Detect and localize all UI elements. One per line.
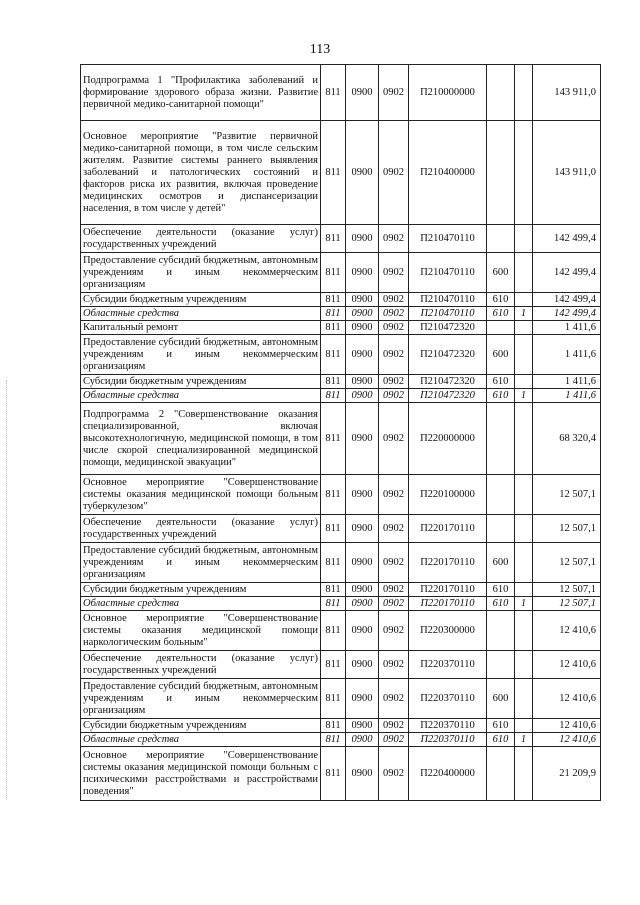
target-article-code-cell: П220300000: [409, 611, 487, 651]
table-row: [81, 121, 601, 225]
target-article-code-cell: П220400000: [409, 747, 487, 801]
table-row: [81, 733, 601, 747]
table-row: [81, 335, 601, 375]
section-code-cell: 0900: [346, 321, 379, 335]
admin-code-cell: 811: [321, 225, 346, 253]
section-code-cell: 0900: [346, 651, 379, 679]
amount-cell: 142 499,4: [533, 225, 601, 253]
section-code-cell: 0900: [346, 253, 379, 293]
item-name-cell: Субсидии бюджетным учреждениям: [81, 293, 321, 307]
subsection-code-cell: 0902: [379, 611, 409, 651]
subsection-code-cell: 0902: [379, 307, 409, 321]
admin-code-cell: 811: [321, 321, 346, 335]
section-code-cell: 0900: [346, 307, 379, 321]
table-row: [81, 65, 601, 121]
table-row: [81, 543, 601, 583]
subsection-code-cell: 0902: [379, 679, 409, 719]
target-article-code-cell: П220170110: [409, 583, 487, 597]
target-article-code-cell: П220000000: [409, 403, 487, 475]
amount-cell: 142 499,4: [533, 293, 601, 307]
admin-code-cell: 811: [321, 747, 346, 801]
item-name-cell: Основное мероприятие "Совершенствование системы оказания медицинской помощи наркологическим больным": [81, 611, 321, 651]
table-row: [81, 293, 601, 307]
expense-type-code-cell: [487, 747, 515, 801]
amount-cell: 142 499,4: [533, 307, 601, 321]
expense-type-code-cell: [487, 515, 515, 543]
expense-type-code-cell: 610: [487, 597, 515, 611]
table-row: [81, 611, 601, 651]
funding-source-code-cell: [515, 253, 533, 293]
table-row: [81, 597, 601, 611]
subsection-code-cell: 0902: [379, 65, 409, 121]
table-row: [81, 475, 601, 515]
expense-type-code-cell: 610: [487, 389, 515, 403]
item-name-cell: Предоставление субсидий бюджетным, автономным учреждениям и иным некоммерческим организациям: [81, 679, 321, 719]
item-name-cell: Областные средства: [81, 307, 321, 321]
section-code-cell: 0900: [346, 293, 379, 307]
section-code-cell: 0900: [346, 583, 379, 597]
expense-type-code-cell: 600: [487, 543, 515, 583]
expense-type-code-cell: [487, 225, 515, 253]
amount-cell: 12 410,6: [533, 733, 601, 747]
expense-type-code-cell: [487, 65, 515, 121]
item-name-cell: Предоставление субсидий бюджетным, автономным учреждениям и иным некоммерческим организациям: [81, 335, 321, 375]
amount-cell: 21 209,9: [533, 747, 601, 801]
item-name-cell: Обеспечение деятельности (оказание услуг) государственных учреждений: [81, 515, 321, 543]
expense-type-code-cell: 610: [487, 733, 515, 747]
funding-source-code-cell: [515, 121, 533, 225]
section-code-cell: 0900: [346, 121, 379, 225]
amount-cell: 12 507,1: [533, 475, 601, 515]
section-code-cell: 0900: [346, 597, 379, 611]
section-code-cell: 0900: [346, 389, 379, 403]
amount-cell: 142 499,4: [533, 253, 601, 293]
subsection-code-cell: 0902: [379, 543, 409, 583]
expense-type-code-cell: 600: [487, 253, 515, 293]
admin-code-cell: 811: [321, 121, 346, 225]
section-code-cell: 0900: [346, 225, 379, 253]
amount-cell: 12 410,6: [533, 719, 601, 733]
item-name-cell: Основное мероприятие "Совершенствование системы оказания медицинской помощи больным туберкулезом": [81, 475, 321, 515]
amount-cell: 12 507,1: [533, 597, 601, 611]
subsection-code-cell: 0902: [379, 733, 409, 747]
funding-source-code-cell: [515, 293, 533, 307]
subsection-code-cell: 0902: [379, 121, 409, 225]
amount-cell: 1 411,6: [533, 335, 601, 375]
funding-source-code-cell: [515, 225, 533, 253]
amount-cell: 12 410,6: [533, 679, 601, 719]
table-row: [81, 651, 601, 679]
expense-type-code-cell: [487, 651, 515, 679]
subsection-code-cell: 0902: [379, 403, 409, 475]
funding-source-code-cell: [515, 321, 533, 335]
funding-source-code-cell: [515, 475, 533, 515]
section-code-cell: 0900: [346, 747, 379, 801]
subsection-code-cell: 0902: [379, 335, 409, 375]
target-article-code-cell: П210000000: [409, 65, 487, 121]
admin-code-cell: 811: [321, 475, 346, 515]
section-code-cell: 0900: [346, 65, 379, 121]
subsection-code-cell: 0902: [379, 253, 409, 293]
target-article-code-cell: П220170110: [409, 515, 487, 543]
subsection-code-cell: 0902: [379, 225, 409, 253]
funding-source-code-cell: [515, 403, 533, 475]
amount-cell: 68 320,4: [533, 403, 601, 475]
target-article-code-cell: П210472320: [409, 321, 487, 335]
item-name-cell: Основное мероприятие "Совершенствование системы оказания медицинской помощи больным с психическими расстройствами и расстройствами поведения": [81, 747, 321, 801]
section-code-cell: 0900: [346, 475, 379, 515]
funding-source-code-cell: [515, 651, 533, 679]
budget-table: [80, 64, 601, 801]
table-row: [81, 389, 601, 403]
admin-code-cell: 811: [321, 293, 346, 307]
target-article-code-cell: П210470110: [409, 225, 487, 253]
subsection-code-cell: 0902: [379, 293, 409, 307]
item-name-cell: Обеспечение деятельности (оказание услуг) государственных учреждений: [81, 225, 321, 253]
expense-type-code-cell: [487, 121, 515, 225]
funding-source-code-cell: [515, 719, 533, 733]
target-article-code-cell: П210470110: [409, 307, 487, 321]
margin-scan-artifact: [6, 380, 9, 800]
item-name-cell: Предоставление субсидий бюджетным, автономным учреждениям и иным некоммерческим организациям: [81, 253, 321, 293]
funding-source-code-cell: [515, 335, 533, 375]
expense-type-code-cell: 610: [487, 719, 515, 733]
admin-code-cell: 811: [321, 583, 346, 597]
section-code-cell: 0900: [346, 611, 379, 651]
expense-type-code-cell: [487, 475, 515, 515]
admin-code-cell: 811: [321, 733, 346, 747]
item-name-cell: Субсидии бюджетным учреждениям: [81, 719, 321, 733]
target-article-code-cell: П220370110: [409, 733, 487, 747]
subsection-code-cell: 0902: [379, 583, 409, 597]
target-article-code-cell: П220370110: [409, 651, 487, 679]
expense-type-code-cell: 610: [487, 583, 515, 597]
item-name-cell: Капитальный ремонт: [81, 321, 321, 335]
subsection-code-cell: 0902: [379, 597, 409, 611]
admin-code-cell: 811: [321, 719, 346, 733]
section-code-cell: 0900: [346, 679, 379, 719]
table-row: [81, 321, 601, 335]
target-article-code-cell: П210470110: [409, 253, 487, 293]
target-article-code-cell: П220170110: [409, 597, 487, 611]
item-name-cell: Областные средства: [81, 733, 321, 747]
subsection-code-cell: 0902: [379, 515, 409, 543]
subsection-code-cell: 0902: [379, 375, 409, 389]
funding-source-code-cell: [515, 375, 533, 389]
target-article-code-cell: П210470110: [409, 293, 487, 307]
table-row: [81, 515, 601, 543]
target-article-code-cell: П220370110: [409, 679, 487, 719]
funding-source-code-cell: 1: [515, 597, 533, 611]
admin-code-cell: 811: [321, 543, 346, 583]
expense-type-code-cell: [487, 611, 515, 651]
target-article-code-cell: П210472320: [409, 375, 487, 389]
admin-code-cell: 811: [321, 389, 346, 403]
amount-cell: 1 411,6: [533, 375, 601, 389]
budget-table-body: [81, 65, 601, 801]
target-article-code-cell: П210472320: [409, 335, 487, 375]
funding-source-code-cell: [515, 679, 533, 719]
admin-code-cell: 811: [321, 611, 346, 651]
subsection-code-cell: 0902: [379, 651, 409, 679]
item-name-cell: Подпрограмма 2 "Совершенствование оказания специализированной, включая высокотехнологичную, медицинской помощи, в том числе скорой специализированной медицинской помощи, медицинской эвакуации": [81, 403, 321, 475]
table-row: [81, 403, 601, 475]
target-article-code-cell: П210400000: [409, 121, 487, 225]
admin-code-cell: 811: [321, 375, 346, 389]
target-article-code-cell: П220370110: [409, 719, 487, 733]
amount-cell: 12 507,1: [533, 543, 601, 583]
funding-source-code-cell: 1: [515, 389, 533, 403]
section-code-cell: 0900: [346, 375, 379, 389]
expense-type-code-cell: 610: [487, 293, 515, 307]
section-code-cell: 0900: [346, 403, 379, 475]
amount-cell: 12 410,6: [533, 651, 601, 679]
admin-code-cell: 811: [321, 651, 346, 679]
table-row: [81, 375, 601, 389]
table-row: [81, 719, 601, 733]
section-code-cell: 0900: [346, 335, 379, 375]
budget-table-container: [80, 64, 600, 801]
admin-code-cell: 811: [321, 403, 346, 475]
admin-code-cell: 811: [321, 679, 346, 719]
admin-code-cell: 811: [321, 335, 346, 375]
section-code-cell: 0900: [346, 515, 379, 543]
item-name-cell: Субсидии бюджетным учреждениям: [81, 375, 321, 389]
admin-code-cell: 811: [321, 307, 346, 321]
target-article-code-cell: П210472320: [409, 389, 487, 403]
subsection-code-cell: 0902: [379, 475, 409, 515]
amount-cell: 143 911,0: [533, 65, 601, 121]
amount-cell: 1 411,6: [533, 321, 601, 335]
admin-code-cell: 811: [321, 65, 346, 121]
table-row: [81, 253, 601, 293]
admin-code-cell: 811: [321, 597, 346, 611]
admin-code-cell: 811: [321, 253, 346, 293]
funding-source-code-cell: [515, 747, 533, 801]
expense-type-code-cell: 600: [487, 679, 515, 719]
amount-cell: 1 411,6: [533, 389, 601, 403]
item-name-cell: Субсидии бюджетным учреждениям: [81, 583, 321, 597]
amount-cell: 12 507,1: [533, 515, 601, 543]
funding-source-code-cell: [515, 65, 533, 121]
admin-code-cell: 811: [321, 515, 346, 543]
target-article-code-cell: П220100000: [409, 475, 487, 515]
funding-source-code-cell: [515, 543, 533, 583]
expense-type-code-cell: [487, 321, 515, 335]
item-name-cell: Обеспечение деятельности (оказание услуг) государственных учреждений: [81, 651, 321, 679]
subsection-code-cell: 0902: [379, 747, 409, 801]
page-number: 113: [309, 42, 331, 57]
funding-source-code-cell: [515, 611, 533, 651]
table-row: [81, 225, 601, 253]
amount-cell: 12 410,6: [533, 611, 601, 651]
table-row: [81, 583, 601, 597]
funding-source-code-cell: 1: [515, 733, 533, 747]
subsection-code-cell: 0902: [379, 321, 409, 335]
item-name-cell: Областные средства: [81, 389, 321, 403]
section-code-cell: 0900: [346, 733, 379, 747]
section-code-cell: 0900: [346, 543, 379, 583]
item-name-cell: Основное мероприятие "Развитие первичной медико-санитарной помощи, в том числе сельским жителям. Развитие системы раннего выявления заболеваний и патологических состояний и факторов риска их развития, включая проведение медицинских осмотров и диспансеризации населения, в том числе у детей": [81, 121, 321, 225]
item-name-cell: Подпрограмма 1 "Профилактика заболеваний и формирование здорового образа жизни. Развитие первичной медико-санитарной помощи": [81, 65, 321, 121]
table-row: [81, 307, 601, 321]
expense-type-code-cell: 600: [487, 335, 515, 375]
funding-source-code-cell: 1: [515, 307, 533, 321]
subsection-code-cell: 0902: [379, 389, 409, 403]
funding-source-code-cell: [515, 515, 533, 543]
expense-type-code-cell: [487, 403, 515, 475]
item-name-cell: Областные средства: [81, 597, 321, 611]
expense-type-code-cell: 610: [487, 375, 515, 389]
table-row: [81, 747, 601, 801]
expense-type-code-cell: 610: [487, 307, 515, 321]
funding-source-code-cell: [515, 583, 533, 597]
amount-cell: 143 911,0: [533, 121, 601, 225]
section-code-cell: 0900: [346, 719, 379, 733]
item-name-cell: Предоставление субсидий бюджетным, автономным учреждениям и иным некоммерческим организациям: [81, 543, 321, 583]
amount-cell: 12 507,1: [533, 583, 601, 597]
target-article-code-cell: П220170110: [409, 543, 487, 583]
subsection-code-cell: 0902: [379, 719, 409, 733]
table-row: [81, 679, 601, 719]
